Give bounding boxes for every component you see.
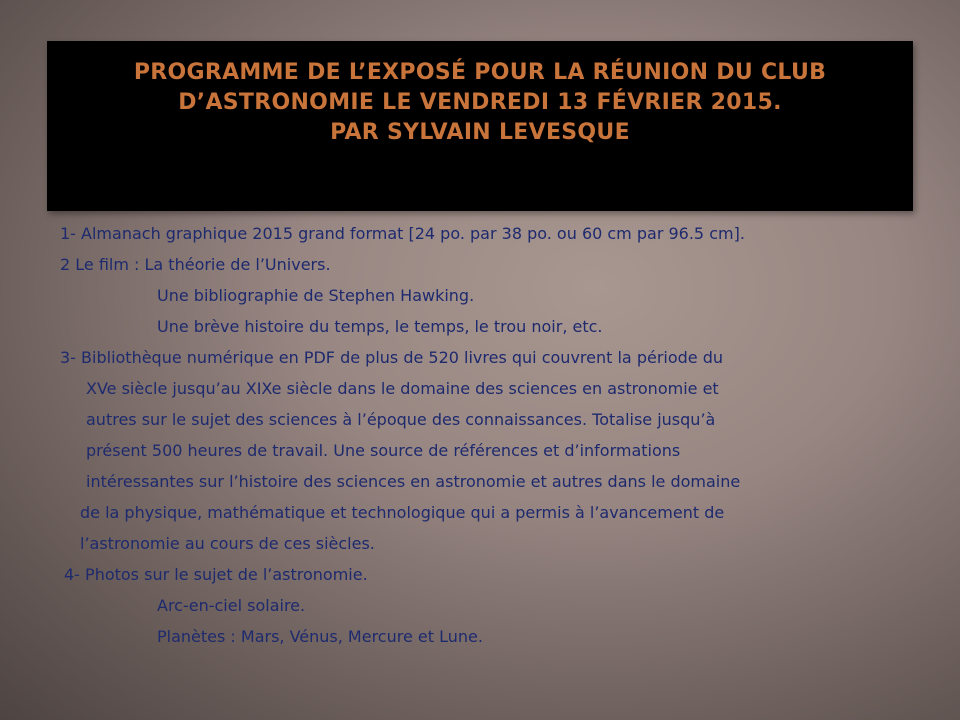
item-2-film: 2 Le film : La théorie de l’Univers.: [60, 255, 331, 274]
item-3-continuation: présent 500 heures de travail. Une source de références et d’informations: [86, 441, 681, 460]
item-3-library: 3- Bibliothèque numérique en PDF de plus de 520 livres qui couvrent la période du: [60, 348, 724, 367]
item-3-continuation: de la physique, mathématique et technologique qui a permis à l’avancement de: [80, 503, 725, 522]
slide-title: [47, 41, 913, 148]
item-1-almanach: 1- Almanach graphique 2015 grand format [24 po. par 38 po. ou 60 cm par 96.5 cm].: [60, 224, 745, 243]
item-3-continuation: intéressantes sur l’histoire des sciences en astronomie et autres dans le domaine: [86, 472, 741, 491]
item-3-continuation: autres sur le sujet des sciences à l’époque des connaissances. Totalise jusqu’à: [86, 410, 716, 429]
title-box: [47, 41, 913, 211]
title-line-1: PROGRAMME DE L’EXPOSÉ POUR LA RÉUNION DU CLUB: [133, 60, 827, 85]
title-line-2: D’ASTRONOMIE LE VENDREDI 13 FÉVRIER 2015.: [178, 90, 782, 115]
item-4-sub-rainbow: Arc-en-ciel solaire.: [157, 596, 306, 615]
slide-body: [60, 218, 900, 652]
title-line-3: PAR SYLVAIN LEVESQUE: [330, 120, 630, 145]
item-3-continuation: XVe siècle jusqu’au XIXe siècle dans le domaine des sciences en astronomie et: [86, 379, 719, 398]
item-2-sub-brief-history: Une brève histoire du temps, le temps, le trou noir, etc.: [157, 317, 603, 336]
item-4-sub-planets: Planètes : Mars, Vénus, Mercure et Lune.: [157, 627, 483, 646]
item-2-sub-bibliography: Une bibliographie de Stephen Hawking.: [157, 286, 475, 305]
item-3-continuation: l’astronomie au cours de ces siècles.: [80, 534, 375, 553]
item-4-photos: 4- Photos sur le sujet de l’astronomie.: [64, 565, 368, 584]
